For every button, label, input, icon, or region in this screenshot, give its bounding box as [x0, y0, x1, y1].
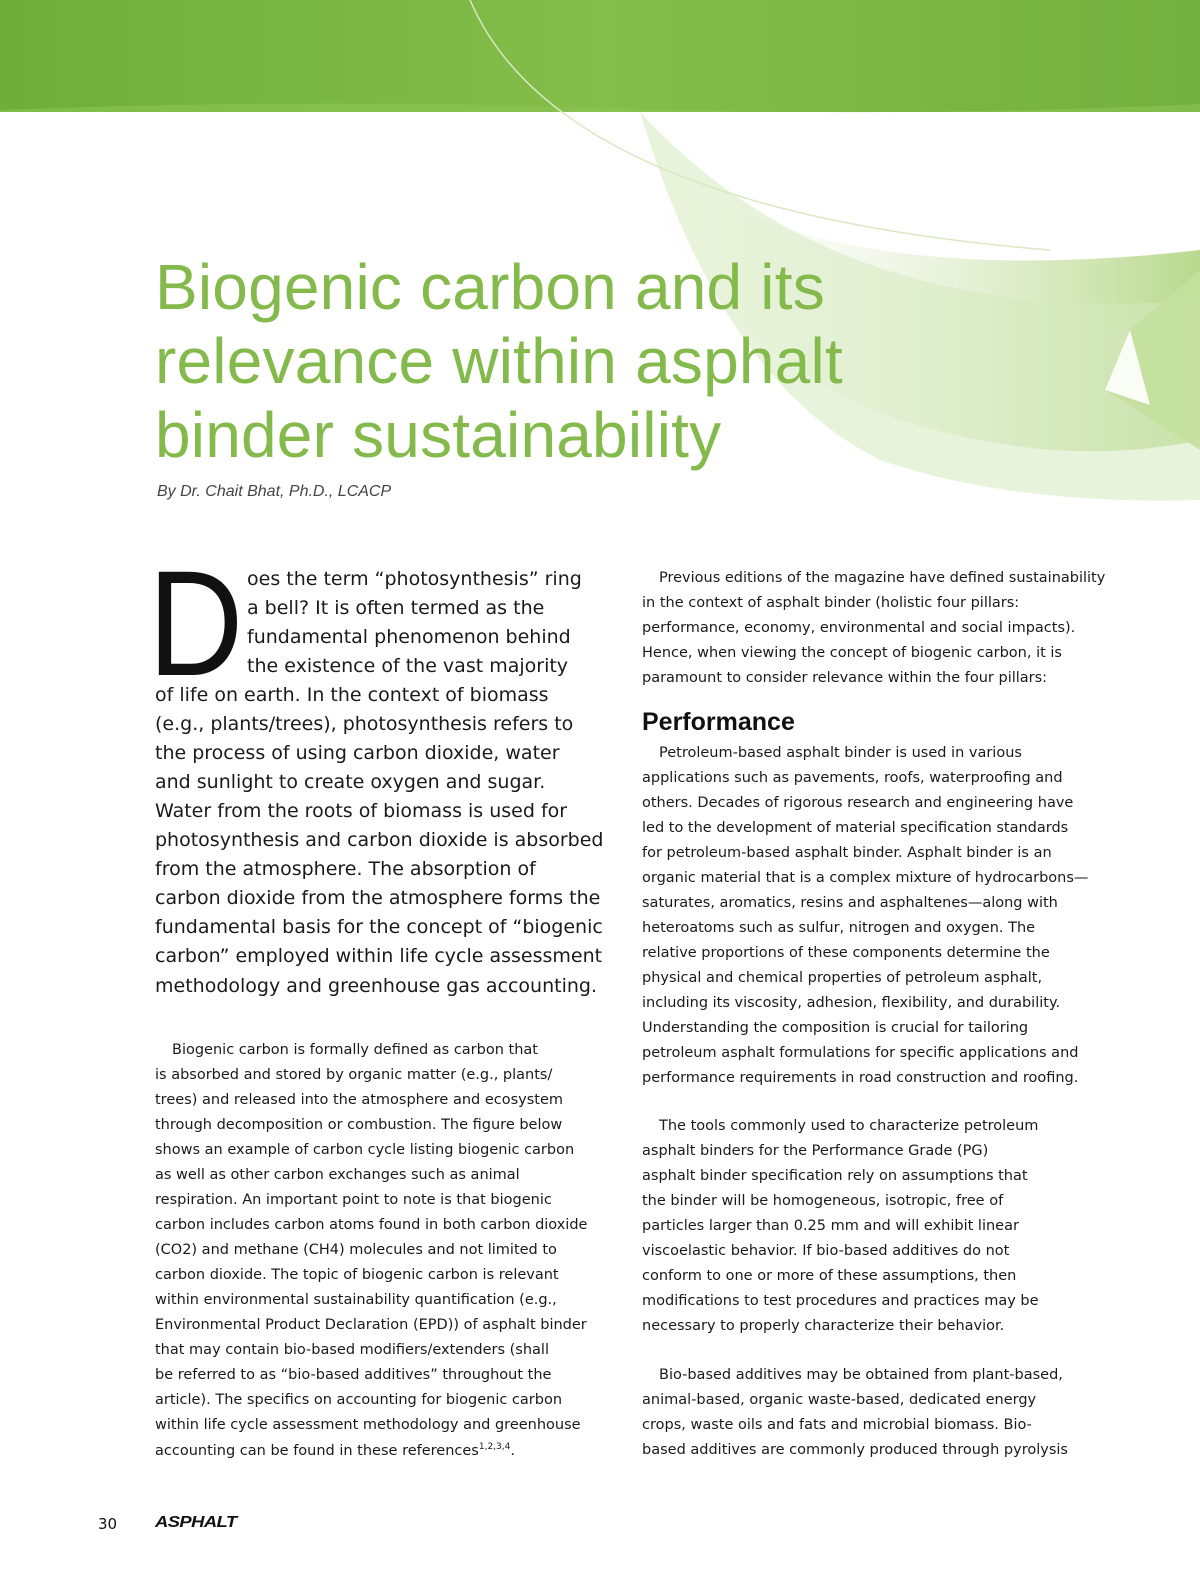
body-line: crops, waste oils and fats and microbial biomass. Bio- — [642, 1417, 1032, 1433]
body-line: Petroleum-based asphalt binder is used in various — [659, 745, 1022, 761]
intro-line: methodology and greenhouse gas accounting. — [155, 975, 598, 997]
magazine-logo: ASPHALT — [155, 1514, 237, 1531]
intro-line: fundamental basis for the concept of “biogenic — [155, 916, 603, 938]
body-line: the binder will be homogeneous, isotropic, free of — [642, 1193, 1004, 1209]
intro-line: (e.g., plants/trees), photosynthesis refers to — [155, 713, 574, 735]
body-line: for petroleum-based asphalt binder. Asphalt binder is an — [642, 845, 1052, 861]
body-line: others. Decades of rigorous research and engineering have — [642, 795, 1074, 811]
reference-superscript: 1,2,3,4 — [478, 1442, 511, 1452]
body-line: modifications to test procedures and practices may be — [642, 1293, 1039, 1309]
body-line: asphalt binder specification rely on assumptions that — [642, 1168, 1028, 1184]
title-line-2: relevance within asphalt — [155, 325, 843, 397]
body-line: carbon dioxide. The topic of biogenic carbon is relevant — [155, 1267, 559, 1283]
intro-line: carbon” employed within life cycle assessment — [155, 945, 603, 967]
intro-line: oes the term “photosynthesis” ring — [247, 568, 582, 590]
body-line: based additives are commonly produced through pyrolysis — [642, 1442, 1068, 1458]
body-line: necessary to properly characterize their behavior. — [642, 1318, 1005, 1334]
body-line: animal-based, organic waste-based, dedicated energy — [642, 1392, 1037, 1408]
body-line: is absorbed and stored by organic matter (e.g., plants/ — [155, 1067, 553, 1083]
intro-line: the existence of the vast majority — [247, 655, 569, 677]
body-line: The tools commonly used to characterize petroleum — [659, 1118, 1039, 1134]
body-line: physical and chemical properties of petroleum asphalt, — [642, 970, 1043, 986]
body-line: organic material that is a complex mixture of hydrocarbons— — [642, 870, 1089, 886]
body-line: through decomposition or combustion. The figure below — [155, 1117, 563, 1133]
intro-line: from the atmosphere. The absorption of — [155, 858, 536, 880]
title-line-1: Biogenic carbon and its — [155, 251, 825, 323]
body-line: particles larger than 0.25 mm and will exhibit linear — [642, 1218, 1019, 1234]
title-line-3: binder sustainability — [155, 399, 722, 471]
body-line: Biogenic carbon is formally defined as carbon that — [172, 1042, 538, 1058]
body-line: Hence, when viewing the concept of biogenic carbon, it is — [642, 645, 1062, 661]
body-line: respiration. An important point to note is that biogenic — [155, 1192, 552, 1208]
body-line: carbon includes carbon atoms found in both carbon dioxide — [155, 1217, 588, 1233]
body-line: Previous editions of the magazine have defined sustainability — [659, 570, 1106, 586]
body-line: Environmental Product Declaration (EPD)) of asphalt binder — [155, 1317, 587, 1333]
section-heading-performance: Performance — [642, 708, 795, 736]
intro-line: of life on earth. In the context of biomass — [155, 684, 549, 706]
body-line: article). The specifics on accounting for biogenic carbon — [155, 1392, 563, 1408]
article-title — [155, 250, 915, 472]
intro-line: Water from the roots of biomass is used for — [155, 800, 568, 822]
body-line: within life cycle assessment methodology and greenhouse — [155, 1417, 581, 1433]
body-line: relative proportions of these components determine the — [642, 945, 1050, 961]
body-line: shows an example of carbon cycle listing biogenic carbon — [155, 1142, 575, 1158]
body-line: petroleum asphalt formulations for specific applications and — [642, 1045, 1079, 1061]
body-line: saturates, aromatics, resins and asphaltenes—along with — [642, 895, 1058, 911]
intro-line: carbon dioxide from the atmosphere forms the — [155, 887, 601, 909]
body-line: applications such as pavements, roofs, waterproofing and — [642, 770, 1063, 786]
body-line: be referred to as “bio-based additives” throughout the — [155, 1367, 552, 1383]
body-line: within environmental sustainability quantification (e.g., — [155, 1292, 557, 1308]
intro-line: photosynthesis and carbon dioxide is absorbed — [155, 829, 604, 851]
intro-line: a bell? It is often termed as the — [247, 597, 545, 619]
page-number: 30 — [98, 1515, 118, 1533]
body-line: viscoelastic behavior. If bio-based additives do not — [642, 1243, 1010, 1259]
body-line: paramount to consider relevance within the four pillars: — [642, 670, 1048, 686]
body-line: Understanding the composition is crucial for tailoring — [642, 1020, 1029, 1036]
body-line-end: . — [510, 1442, 515, 1459]
body-line: as well as other carbon exchanges such as animal — [155, 1167, 520, 1183]
body-line: led to the development of material specification standards — [642, 820, 1069, 836]
body-line: heteroatoms such as sulfur, nitrogen and oxygen. The — [642, 920, 1036, 936]
body-line: (CO2) and methane (CH4) molecules and not limited to — [155, 1242, 557, 1258]
intro-line: the process of using carbon dioxide, water — [155, 742, 560, 764]
drop-cap: D — [148, 539, 244, 707]
body-line: performance, economy, environmental and social impacts). — [642, 620, 1076, 636]
intro-line: and sunlight to create oxygen and sugar. — [155, 771, 546, 793]
body-line: asphalt binders for the Performance Grade (PG) — [642, 1143, 989, 1159]
body-line: trees) and released into the atmosphere and ecosystem — [155, 1092, 564, 1108]
body-line — [155, 1442, 515, 1459]
body-line: Bio-based additives may be obtained from plant-based, — [659, 1367, 1063, 1383]
byline: By Dr. Chait Bhat, Ph.D., LCACP — [157, 483, 392, 500]
body-line: that may contain bio-based modifiers/extenders (shall — [155, 1342, 549, 1358]
body-line: performance requirements in road construction and roofing. — [642, 1070, 1079, 1086]
body-line: including its viscosity, adhesion, flexibility, and durability. — [642, 995, 1061, 1011]
body-line: in the context of asphalt binder (holistic four pillars: — [642, 595, 1020, 611]
body-line-text: accounting can be found in these references — [155, 1442, 479, 1459]
body-line: conform to one or more of these assumptions, then — [642, 1268, 1017, 1284]
intro-line: fundamental phenomenon behind — [247, 626, 571, 648]
